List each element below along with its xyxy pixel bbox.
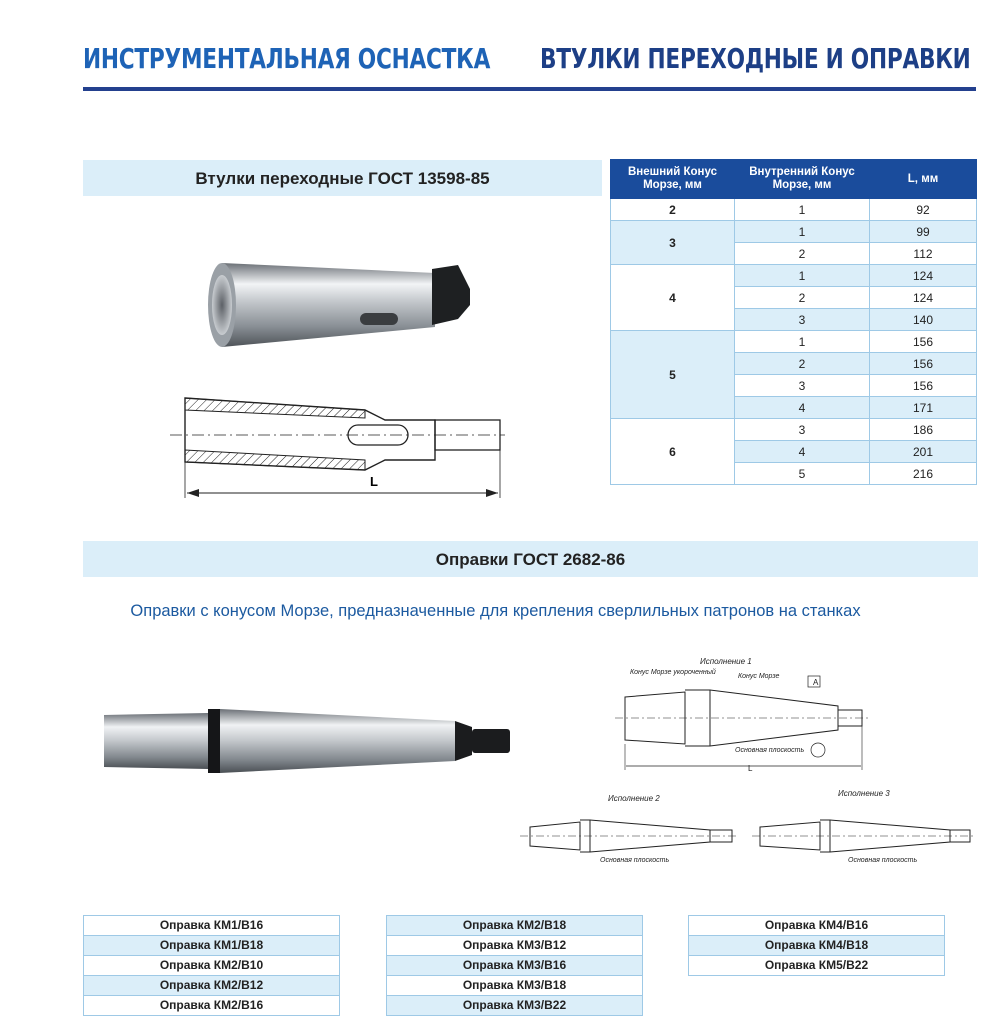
- inner-cone-cell: 2: [735, 353, 870, 375]
- table-row: [611, 221, 977, 243]
- col-header-length: L, мм: [870, 160, 977, 199]
- outer-cone-cell: 2: [611, 199, 735, 221]
- list-item: Оправка КМ2/В10: [83, 956, 340, 976]
- arbor-length-label: L: [748, 764, 753, 773]
- inner-cone-cell: 1: [735, 199, 870, 221]
- list-item: Оправка КМ2/В12: [83, 976, 340, 996]
- table-row: [611, 265, 977, 287]
- inner-cone-cell: 3: [735, 309, 870, 331]
- sleeve-spec-table: [610, 159, 977, 485]
- outer-cone-cell: 6: [611, 419, 735, 485]
- outer-cone-cell: 5: [611, 331, 735, 419]
- length-cell: 156: [870, 331, 977, 353]
- list-item: Оправка КМ1/В16: [83, 915, 340, 936]
- length-cell: 156: [870, 353, 977, 375]
- length-cell: 156: [870, 375, 977, 397]
- list-item: Оправка КМ4/В18: [688, 936, 945, 956]
- outer-cone-cell: 4: [611, 265, 735, 331]
- length-cell: 140: [870, 309, 977, 331]
- header-right-title: ВТУЛКИ ПЕРЕХОДНЫЕ И ОПРАВКИ: [540, 42, 971, 75]
- base-plane-label-3: Основная плоскость: [848, 857, 918, 864]
- cone-label: Конус Морзе: [738, 673, 780, 680]
- list-item: Оправка КМ3/В22: [386, 996, 643, 1016]
- base-plane-label-1: Основная плоскость: [735, 747, 805, 754]
- arbor-list-2: [386, 915, 643, 1016]
- inner-cone-cell: 4: [735, 397, 870, 419]
- datum-a-label: А: [813, 678, 819, 687]
- length-cell: 124: [870, 287, 977, 309]
- inner-cone-cell: 5: [735, 463, 870, 485]
- length-cell: 171: [870, 397, 977, 419]
- inner-cone-cell: 2: [735, 243, 870, 265]
- length-cell: 112: [870, 243, 977, 265]
- cone-short-label: Конус Морзе укороченный: [630, 669, 716, 676]
- exec3-label: Исполнение 3: [838, 789, 890, 798]
- list-item: Оправка КМ1/В18: [83, 936, 340, 956]
- length-cell: 124: [870, 265, 977, 287]
- table-row: [611, 331, 977, 353]
- list-item: Оправка КМ4/В16: [688, 915, 945, 936]
- base-plane-label-2: Основная плоскость: [600, 857, 670, 864]
- inner-cone-cell: 1: [735, 265, 870, 287]
- section2-subtitle: Оправки с конусом Морзе, предназначенные для крепления сверлильных патронов на станках: [130, 602, 861, 620]
- section2-title: Оправки ГОСТ 2682-86: [83, 541, 978, 577]
- header-divider: [83, 87, 976, 91]
- outer-cone-cell: 3: [611, 221, 735, 265]
- exec1-label: Исполнение 1: [700, 657, 752, 666]
- table-row: [611, 419, 977, 441]
- inner-cone-cell: 2: [735, 287, 870, 309]
- inner-cone-cell: 1: [735, 331, 870, 353]
- col-header-inner: Внутренний Конус Морзе, мм: [735, 160, 870, 199]
- length-cell: 216: [870, 463, 977, 485]
- sleeve-photo: [200, 255, 475, 355]
- length-cell: 99: [870, 221, 977, 243]
- inner-cone-cell: 1: [735, 221, 870, 243]
- list-item: Оправка КМ2/В16: [83, 996, 340, 1016]
- col-header-outer: Внешний Конус Морзе, мм: [611, 160, 735, 199]
- list-item: Оправка КМ5/В22: [688, 956, 945, 976]
- length-cell: 201: [870, 441, 977, 463]
- exec2-label: Исполнение 2: [608, 794, 660, 803]
- inner-cone-cell: 4: [735, 441, 870, 463]
- length-cell: 92: [870, 199, 977, 221]
- header-left-title: ИНСТРУМЕНТАЛЬНАЯ ОСНАСТКА: [83, 42, 491, 75]
- inner-cone-cell: 3: [735, 419, 870, 441]
- length-cell: 186: [870, 419, 977, 441]
- arbor-photo: [100, 705, 515, 777]
- list-item: Оправка КМ3/В18: [386, 976, 643, 996]
- arbor-list-1: [83, 915, 340, 1016]
- list-item: Оправка КМ3/В12: [386, 936, 643, 956]
- drawing-length-label: L: [370, 474, 378, 489]
- list-item: Оправка КМ3/В16: [386, 956, 643, 976]
- sleeve-drawing: [165, 390, 510, 505]
- list-item: Оправка КМ2/В18: [386, 915, 643, 936]
- arbor-list-3: [688, 915, 945, 976]
- section1-title: Втулки переходные ГОСТ 13598-85: [83, 160, 602, 196]
- inner-cone-cell: 3: [735, 375, 870, 397]
- arbor-drawing: [520, 652, 980, 877]
- table-row: [611, 199, 977, 221]
